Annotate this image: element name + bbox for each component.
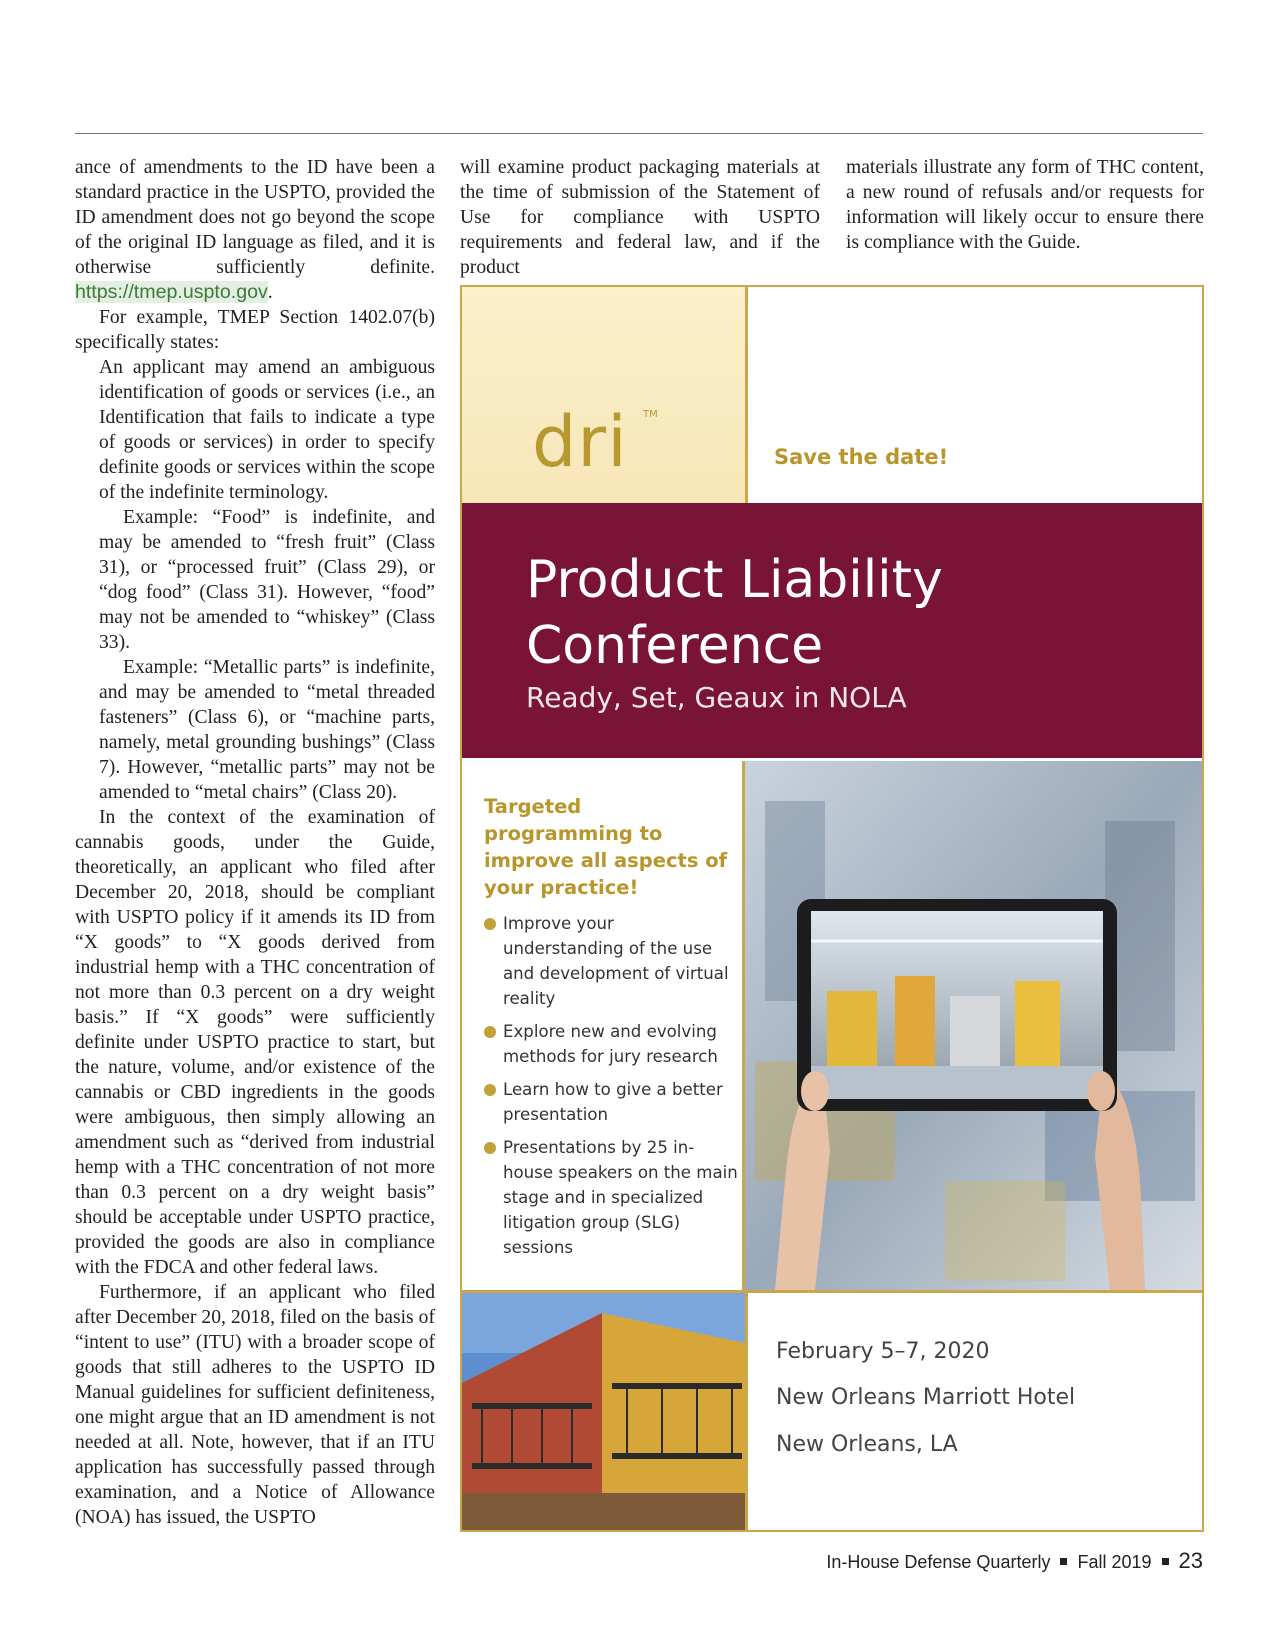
paragraph: In the context of the examination of cannabis goods, under the Guide, theoretically, an applicant who filed after December 20, 2018, should be compliant with USPTO policy if it amends its ID from “X goods” to “X goods derived from industrial hemp with a THC concentration of not more than 0.3 percent on a dry weight basis.” If “X goods” were sufficiently definite under USPTO practice to start, but the nature, volume, and/or existence of the cannabis or CBD ingredients in the goods were ambiguous, then simply allowing an amendment such as “derived from industrial hemp with a THC concentration of not more than 0.3 percent on a dry weight basis” should be acceptable under USPTO practice, provided the goods are also in compliance with the FDCA and other federal laws. [75, 807, 435, 1278]
separator-square-icon [1060, 1558, 1067, 1565]
trademark-mark: TM [643, 409, 658, 420]
event-details [745, 1290, 1202, 1530]
event-city: New Orleans, LA [776, 1432, 958, 1457]
issue-label: Fall 2019 [1077, 1552, 1152, 1572]
bullet-icon [484, 918, 496, 930]
save-the-date: Save the date! [774, 445, 949, 469]
paragraph: will examine product packaging materials at the time of submission of the Statement of Use for compliance with USPTO requirements and federal law, and if the product [460, 157, 820, 278]
event-venue: New Orleans Marriott Hotel [776, 1385, 1076, 1410]
paragraph: ance of amendments to the ID have been a standard practice in the USPTO, provided the ID amendment does not go beyond the scope of the original ID language as filed, and it is otherwise sufficiently definite. https://tmep.uspto.gov. [75, 157, 435, 303]
logo-panel [462, 287, 748, 503]
list-item: Explore new and evolving methods for jury research [484, 1019, 739, 1069]
publication-name: In-House Defense Quarterly [826, 1552, 1051, 1572]
text-column-3 [846, 155, 1204, 255]
conference-advertisement[interactable] [460, 285, 1204, 1532]
conference-subtitle: Ready, Set, Geaux in NOLA [526, 681, 907, 714]
paragraph: Furthermore, if an applicant who filed after December 20, 2018, filed on the basis of “intent to use” (ITU) with a broader scope of goods that still adheres to the USPTO ID Manual guidelines for sufficient definiteness, one might argue that an ID amendment is not needed at all. Note, however, that if an ITU application has successfully passed through examination, and a Notice of Allowance (NOA) has issued, the USPTO [75, 1282, 435, 1528]
list-item: Improve your understanding of the use and development of virtual reality [484, 911, 739, 1011]
list-item: Learn how to give a better presentation [484, 1077, 739, 1127]
bullet-icon [484, 1026, 496, 1038]
top-rule [75, 133, 1203, 134]
benefits-heading: Targeted programming to improve all aspects of your practice! [484, 795, 728, 899]
bullet-icon [484, 1084, 496, 1096]
dri-logo: dri [532, 401, 628, 483]
block-quote-example: Example: “Metallic parts” is indefinite, and may be amended to “metal threaded fasteners” (Class 6), or “machine parts, namely, metal grounding bushings” (Class 7). However, “metallic parts” may not be amended to “metal chairs” (Class 20). [99, 657, 435, 803]
new-orleans-street-photo [462, 1290, 745, 1530]
block-quote-example: Example: “Food” is indefinite, and may be amended to “fresh fruit” (Class 31), or “processed fruit” (Class 29), or “dog food” (Class 31). However, “food” may not be amended to “whiskey” (Class 33). [99, 507, 435, 653]
separator-square-icon [1162, 1558, 1169, 1565]
page-footer [826, 1548, 1203, 1574]
list-item: Presentations by 25 in-house speakers on the main stage and in specialized litigation group (SLG) sessions [484, 1135, 739, 1260]
text-column-2 [460, 155, 820, 280]
benefits-list [484, 911, 739, 1268]
bullet-icon [484, 1142, 496, 1154]
tablet-factory-photo [745, 761, 1202, 1290]
block-quote: An applicant may amend an ambiguous identification of goods or services (i.e., an Identification that fails to indicate a type of goods or services) in order to specify definite goods or services within the scope of the indefinite terminology. [99, 357, 435, 503]
text-column-1 [75, 155, 435, 1530]
paragraph: For example, TMEP Section 1402.07(b) specifically states: [75, 307, 435, 353]
event-dates: February 5–7, 2020 [776, 1339, 990, 1364]
tmep-link[interactable]: https://tmep.uspto.gov [75, 281, 268, 303]
conference-title: Product Liability Conference [526, 550, 943, 676]
title-banner [462, 503, 1202, 758]
page-number: 23 [1178, 1548, 1203, 1573]
benefits-panel [462, 761, 745, 1290]
paragraph: materials illustrate any form of THC content, a new round of refusals and/or requests for information will likely occur to ensure there is compliance with the Guide. [846, 157, 1204, 253]
